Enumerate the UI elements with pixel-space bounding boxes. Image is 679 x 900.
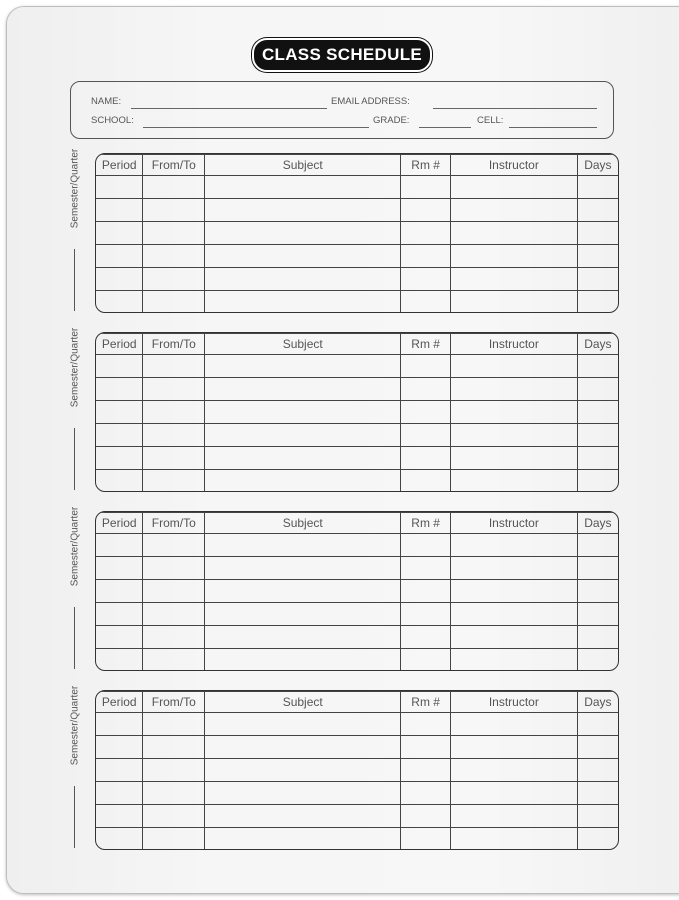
column-header: Instructor (450, 513, 577, 534)
semester-quarter-label (67, 327, 81, 494)
cell-field[interactable] (509, 127, 597, 128)
column-header: Instructor (450, 334, 577, 355)
table-cell[interactable] (205, 557, 401, 580)
column-header: From/To (143, 155, 205, 176)
table-cell[interactable] (577, 805, 618, 828)
table-cell[interactable] (450, 759, 577, 782)
table-cell[interactable] (96, 176, 143, 199)
table-cell[interactable] (450, 713, 577, 736)
table-cell[interactable] (96, 291, 143, 314)
table-cell[interactable] (577, 828, 618, 851)
table-cell[interactable] (96, 222, 143, 245)
table-cell[interactable] (450, 626, 577, 649)
table-cell[interactable] (577, 470, 618, 493)
table-cell[interactable] (450, 805, 577, 828)
table-row (96, 355, 618, 378)
schedule-table (96, 333, 618, 492)
table-cell[interactable] (143, 355, 205, 378)
table-header-row (96, 513, 618, 534)
schedule-section (67, 148, 619, 315)
column-header: Period (96, 334, 143, 355)
table-row (96, 470, 618, 493)
table-cell[interactable] (205, 713, 401, 736)
table-cell[interactable] (401, 603, 451, 626)
table-cell[interactable] (205, 199, 401, 222)
table-cell[interactable] (401, 268, 451, 291)
table-cell[interactable] (450, 447, 577, 470)
table-row (96, 176, 618, 199)
table-cell[interactable] (450, 470, 577, 493)
table-row (96, 626, 618, 649)
table-row (96, 713, 618, 736)
name-label: NAME: (91, 96, 122, 107)
semester-quarter-text: Semester/Quarter (69, 685, 81, 766)
table-cell[interactable] (96, 447, 143, 470)
student-info-box (70, 81, 614, 139)
school-field[interactable] (143, 127, 369, 128)
table-cell[interactable] (205, 378, 401, 401)
grade-field[interactable] (419, 127, 471, 128)
table-cell[interactable] (450, 649, 577, 672)
table-cell[interactable] (577, 355, 618, 378)
table-cell[interactable] (143, 222, 205, 245)
table-cell[interactable] (401, 782, 451, 805)
semester-quarter-write-line[interactable] (74, 607, 75, 669)
schedule-section (67, 506, 619, 673)
table-cell[interactable] (401, 713, 451, 736)
table-cell[interactable] (401, 447, 451, 470)
table-cell[interactable] (143, 782, 205, 805)
table-cell[interactable] (96, 268, 143, 291)
schedule-table (96, 691, 618, 850)
column-header: From/To (143, 334, 205, 355)
table-cell[interactable] (96, 557, 143, 580)
column-header: From/To (143, 513, 205, 534)
column-header: Subject (205, 155, 401, 176)
table-cell[interactable] (577, 401, 618, 424)
table-cell[interactable] (143, 805, 205, 828)
table-cell[interactable] (401, 557, 451, 580)
table-row (96, 557, 618, 580)
column-header: From/To (143, 692, 205, 713)
table-row (96, 828, 618, 851)
info-row-1 (91, 96, 597, 112)
table-cell[interactable] (401, 534, 451, 557)
schedule-table (96, 154, 618, 313)
semester-quarter-label (67, 506, 81, 673)
table-header-row (96, 155, 618, 176)
table-cell[interactable] (143, 424, 205, 447)
name-field[interactable] (131, 108, 327, 109)
cell-label: CELL: (477, 115, 504, 126)
table-row (96, 580, 618, 603)
table-cell[interactable] (143, 268, 205, 291)
column-header: Instructor (450, 692, 577, 713)
table-cell[interactable] (401, 828, 451, 851)
semester-quarter-write-line[interactable] (74, 428, 75, 490)
schedule-table (96, 512, 618, 671)
schedule-sheet (6, 6, 679, 894)
table-cell[interactable] (577, 580, 618, 603)
table-cell[interactable] (401, 470, 451, 493)
table-cell[interactable] (577, 199, 618, 222)
column-header: Subject (205, 513, 401, 534)
table-cell[interactable] (96, 378, 143, 401)
column-header: Period (96, 692, 143, 713)
table-row (96, 782, 618, 805)
table-cell[interactable] (577, 736, 618, 759)
table-cell[interactable] (96, 649, 143, 672)
table-cell[interactable] (205, 222, 401, 245)
column-header: Period (96, 513, 143, 534)
table-cell[interactable] (205, 534, 401, 557)
table-cell[interactable] (143, 626, 205, 649)
table-cell[interactable] (450, 291, 577, 314)
school-label: SCHOOL: (91, 115, 134, 126)
table-cell[interactable] (143, 603, 205, 626)
grade-label: GRADE: (373, 115, 410, 126)
table-cell[interactable] (96, 424, 143, 447)
table-cell[interactable] (401, 401, 451, 424)
column-header: Days (577, 155, 618, 176)
table-cell[interactable] (450, 580, 577, 603)
table-cell[interactable] (450, 199, 577, 222)
column-header: Rm # (401, 692, 451, 713)
table-row (96, 805, 618, 828)
table-cell[interactable] (577, 557, 618, 580)
table-cell[interactable] (401, 759, 451, 782)
table-cell[interactable] (450, 176, 577, 199)
table-row (96, 603, 618, 626)
page-title: CLASS SCHEDULE (252, 38, 432, 72)
table-cell[interactable] (205, 245, 401, 268)
schedule-section (67, 685, 619, 852)
table-cell[interactable] (577, 176, 618, 199)
table-cell[interactable] (577, 378, 618, 401)
table-cell[interactable] (205, 470, 401, 493)
table-cell[interactable] (450, 268, 577, 291)
table-cell[interactable] (205, 268, 401, 291)
schedule-table-box (95, 332, 619, 492)
table-cell[interactable] (143, 713, 205, 736)
table-cell[interactable] (577, 782, 618, 805)
table-row (96, 649, 618, 672)
table-cell[interactable] (577, 759, 618, 782)
table-cell[interactable] (143, 828, 205, 851)
table-cell[interactable] (577, 649, 618, 672)
semester-quarter-text: Semester/Quarter (69, 148, 81, 229)
table-cell[interactable] (450, 782, 577, 805)
schedule-table-box (95, 153, 619, 313)
column-header: Rm # (401, 334, 451, 355)
table-cell[interactable] (450, 603, 577, 626)
table-row (96, 268, 618, 291)
table-cell[interactable] (96, 782, 143, 805)
table-cell[interactable] (401, 176, 451, 199)
table-cell[interactable] (577, 534, 618, 557)
table-cell[interactable] (143, 199, 205, 222)
table-row (96, 424, 618, 447)
table-cell[interactable] (96, 355, 143, 378)
table-cell[interactable] (205, 736, 401, 759)
table-cell[interactable] (143, 291, 205, 314)
table-cell[interactable] (143, 401, 205, 424)
table-cell[interactable] (96, 199, 143, 222)
table-cell[interactable] (143, 470, 205, 493)
table-cell[interactable] (401, 424, 451, 447)
schedule-table-box (95, 511, 619, 671)
table-row (96, 759, 618, 782)
table-row (96, 291, 618, 314)
table-cell[interactable] (450, 424, 577, 447)
table-cell[interactable] (205, 805, 401, 828)
table-cell[interactable] (577, 291, 618, 314)
table-cell[interactable] (401, 291, 451, 314)
table-cell[interactable] (143, 447, 205, 470)
table-row (96, 401, 618, 424)
table-cell[interactable] (96, 603, 143, 626)
table-cell[interactable] (450, 557, 577, 580)
table-cell[interactable] (96, 805, 143, 828)
column-header: Subject (205, 692, 401, 713)
table-cell[interactable] (96, 245, 143, 268)
table-cell[interactable] (401, 649, 451, 672)
semester-quarter-write-line[interactable] (74, 786, 75, 848)
table-header-row (96, 334, 618, 355)
table-cell[interactable] (450, 401, 577, 424)
table-cell[interactable] (96, 828, 143, 851)
semester-quarter-write-line[interactable] (74, 249, 75, 311)
email-field[interactable] (433, 108, 597, 109)
table-row (96, 447, 618, 470)
table-cell[interactable] (96, 736, 143, 759)
table-cell[interactable] (205, 626, 401, 649)
table-cell[interactable] (577, 222, 618, 245)
semester-quarter-label (67, 685, 81, 852)
table-cell[interactable] (205, 424, 401, 447)
table-cell[interactable] (450, 736, 577, 759)
table-cell[interactable] (205, 649, 401, 672)
column-header: Rm # (401, 155, 451, 176)
table-cell[interactable] (577, 447, 618, 470)
table-cell[interactable] (143, 649, 205, 672)
table-cell[interactable] (143, 378, 205, 401)
table-cell[interactable] (143, 759, 205, 782)
table-cell[interactable] (143, 176, 205, 199)
table-cell[interactable] (577, 603, 618, 626)
semester-quarter-text: Semester/Quarter (69, 506, 81, 587)
table-cell[interactable] (450, 245, 577, 268)
table-row (96, 736, 618, 759)
email-label: EMAIL ADDRESS: (331, 96, 410, 107)
table-cell[interactable] (205, 401, 401, 424)
table-cell[interactable] (205, 176, 401, 199)
table-cell[interactable] (577, 626, 618, 649)
column-header: Period (96, 155, 143, 176)
table-cell[interactable] (401, 222, 451, 245)
table-cell[interactable] (205, 782, 401, 805)
table-cell[interactable] (450, 222, 577, 245)
table-cell[interactable] (401, 199, 451, 222)
table-cell[interactable] (577, 424, 618, 447)
table-cell[interactable] (96, 626, 143, 649)
table-cell[interactable] (96, 401, 143, 424)
table-cell[interactable] (401, 626, 451, 649)
column-header: Days (577, 334, 618, 355)
table-cell[interactable] (401, 580, 451, 603)
table-row (96, 378, 618, 401)
table-cell[interactable] (205, 447, 401, 470)
table-row (96, 534, 618, 557)
semester-quarter-label (67, 148, 81, 315)
table-cell[interactable] (96, 580, 143, 603)
table-cell[interactable] (577, 245, 618, 268)
table-cell[interactable] (96, 470, 143, 493)
table-cell[interactable] (401, 736, 451, 759)
column-header: Days (577, 513, 618, 534)
table-cell[interactable] (450, 378, 577, 401)
table-cell[interactable] (205, 355, 401, 378)
semester-quarter-text: Semester/Quarter (69, 327, 81, 408)
info-row-2 (91, 115, 597, 131)
table-row (96, 199, 618, 222)
table-cell[interactable] (450, 534, 577, 557)
table-cell[interactable] (401, 355, 451, 378)
column-header: Rm # (401, 513, 451, 534)
table-cell[interactable] (401, 378, 451, 401)
table-cell[interactable] (143, 580, 205, 603)
table-cell[interactable] (96, 759, 143, 782)
table-cell[interactable] (96, 534, 143, 557)
column-header: Subject (205, 334, 401, 355)
table-row (96, 245, 618, 268)
table-cell[interactable] (450, 828, 577, 851)
table-cell[interactable] (401, 805, 451, 828)
table-cell[interactable] (143, 245, 205, 268)
schedule-section (67, 327, 619, 494)
table-cell[interactable] (205, 603, 401, 626)
column-header: Instructor (450, 155, 577, 176)
table-cell[interactable] (205, 828, 401, 851)
table-cell[interactable] (143, 736, 205, 759)
table-header-row (96, 692, 618, 713)
table-cell[interactable] (143, 557, 205, 580)
schedule-table-box (95, 690, 619, 850)
table-cell[interactable] (450, 355, 577, 378)
table-cell[interactable] (205, 759, 401, 782)
table-cell[interactable] (96, 713, 143, 736)
table-cell[interactable] (577, 268, 618, 291)
table-row (96, 222, 618, 245)
table-cell[interactable] (401, 245, 451, 268)
table-cell[interactable] (205, 291, 401, 314)
table-cell[interactable] (143, 534, 205, 557)
column-header: Days (577, 692, 618, 713)
table-cell[interactable] (577, 713, 618, 736)
table-cell[interactable] (205, 580, 401, 603)
